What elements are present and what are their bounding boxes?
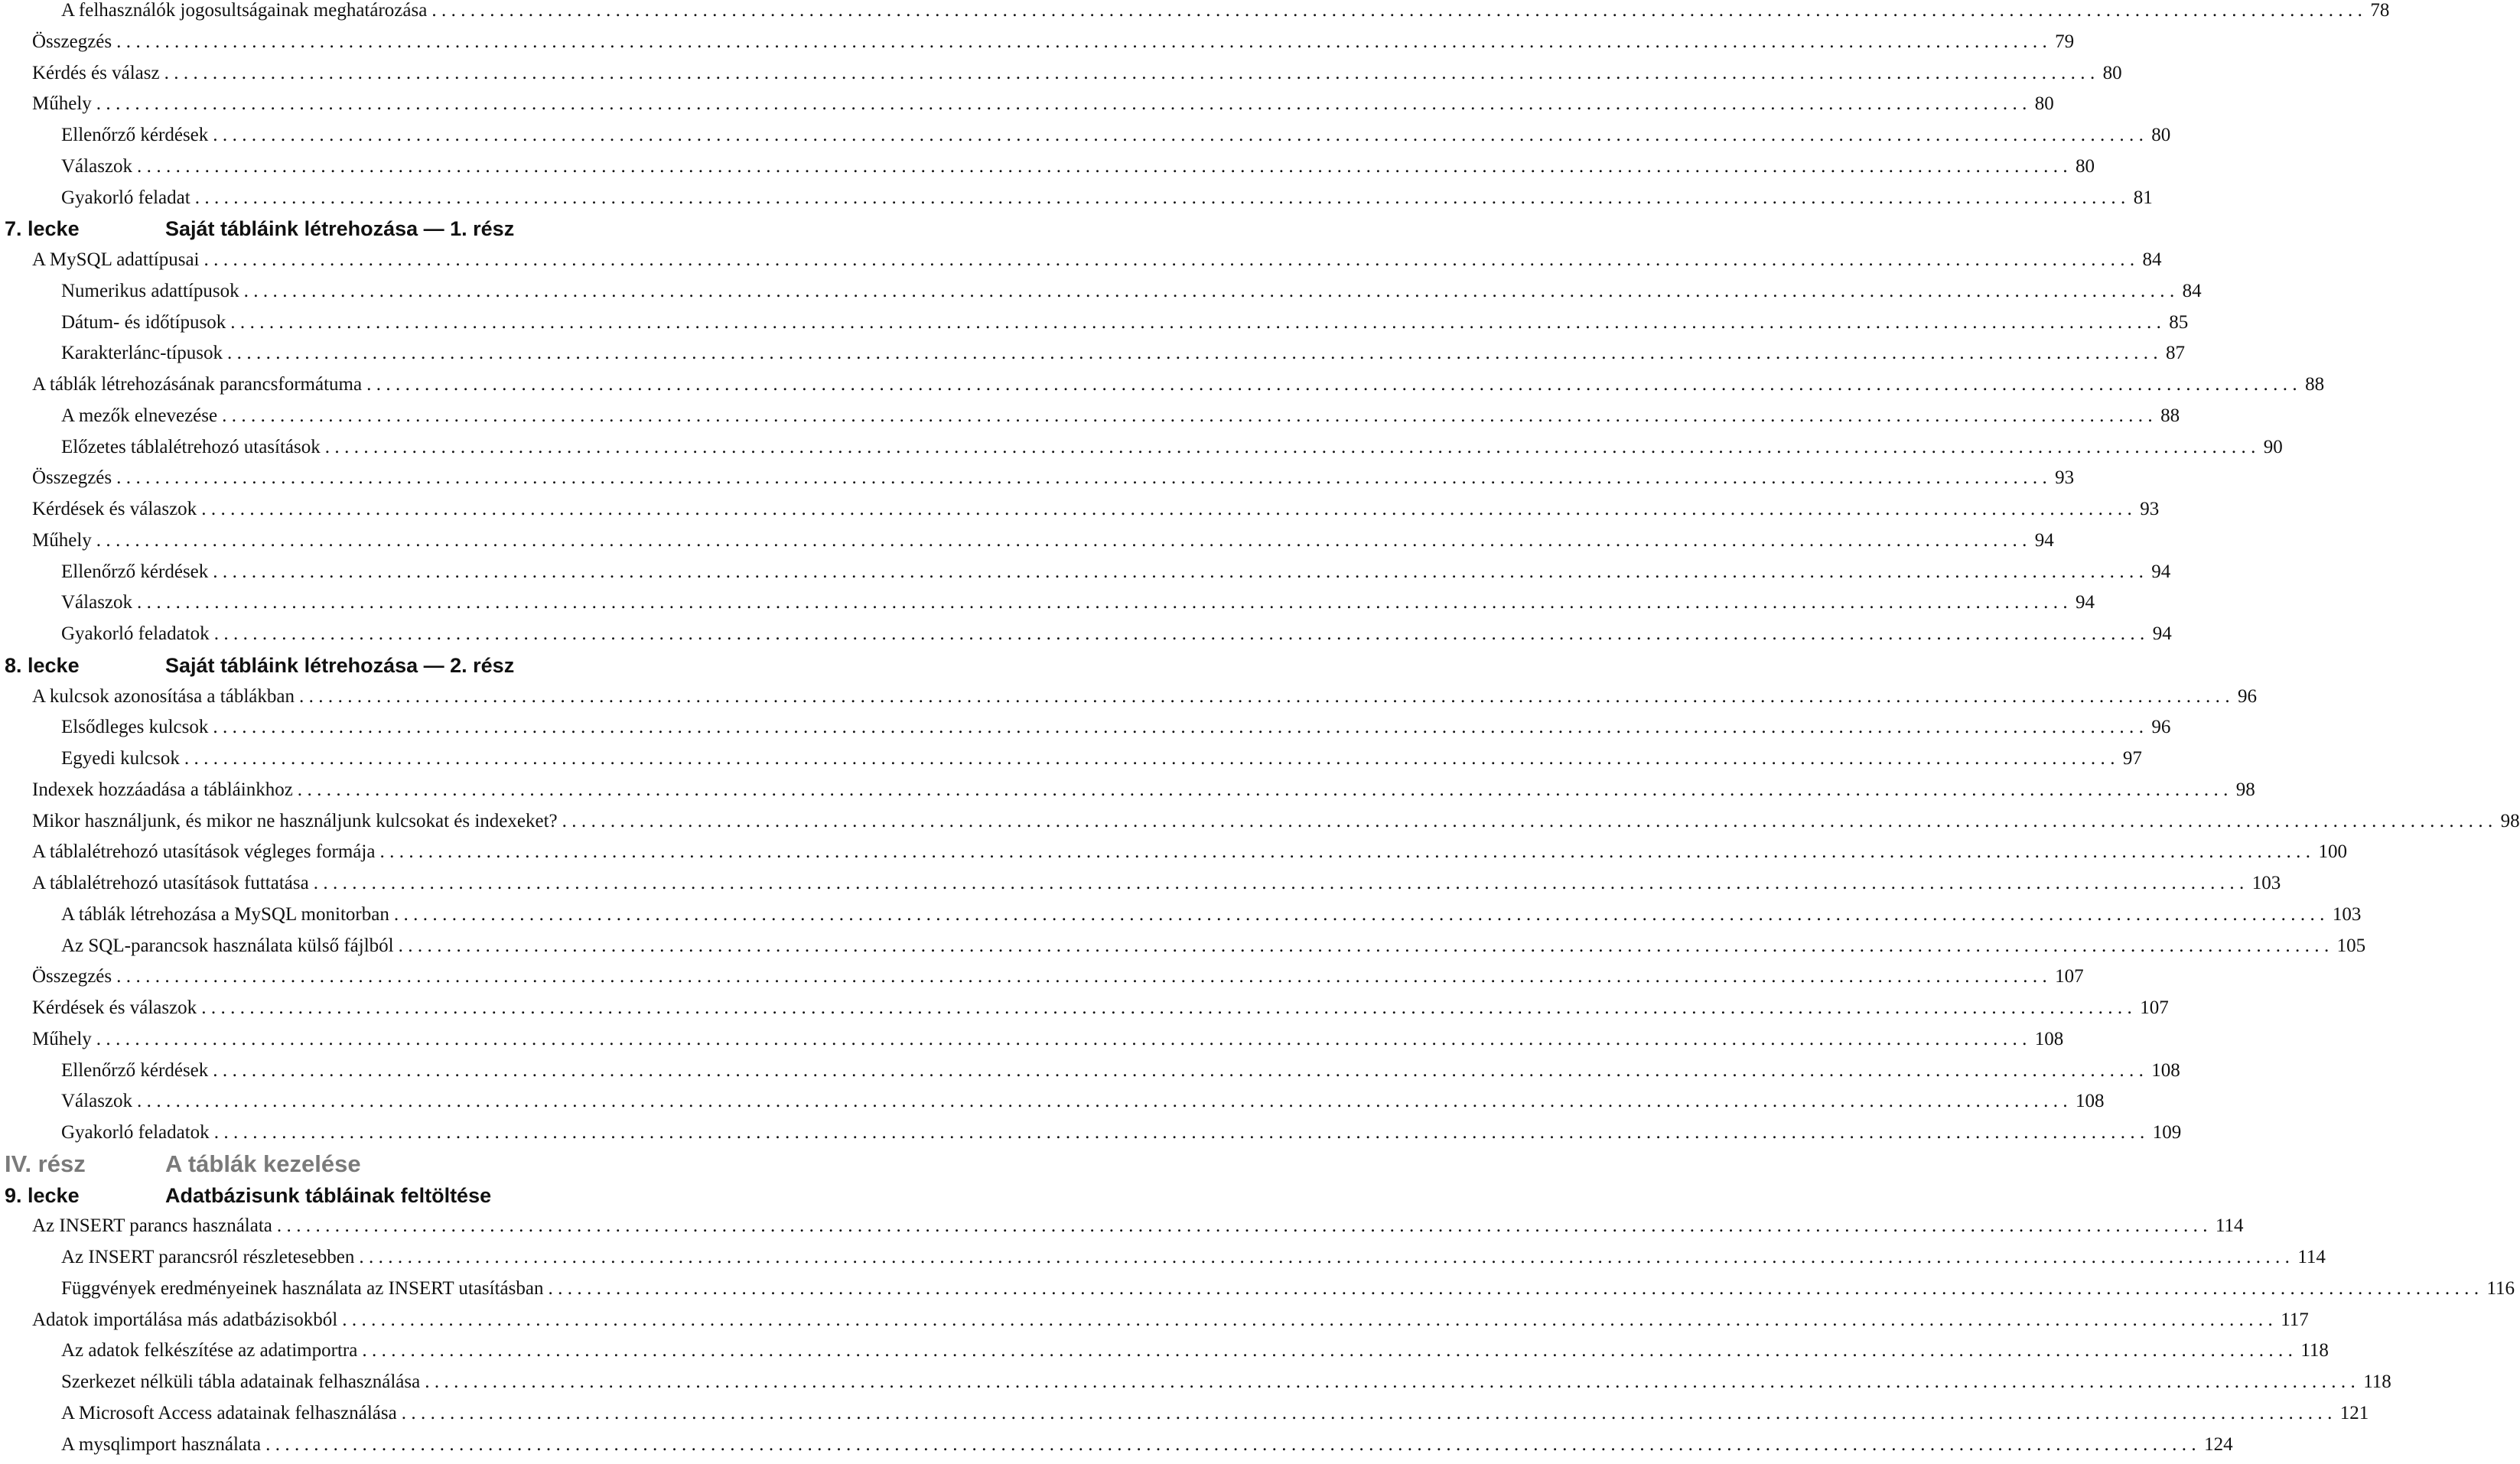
lesson-heading: [0, 1183, 734, 1213]
lesson-number: 9. lecke: [5, 1183, 80, 1207]
toc-entry[interactable]: [61, 187, 2153, 217]
toc-page-number: 108: [2151, 1059, 2180, 1081]
toc-entry[interactable]: [61, 1059, 2180, 1090]
toc-entry[interactable]: [61, 436, 2283, 467]
toc-entry[interactable]: [61, 1246, 2326, 1277]
dot-leader: ........................................................................................................................................................................................................: [137, 592, 2073, 613]
dot-leader: ........................................................................................................................................................................................................: [213, 717, 2149, 738]
dot-leader: ........................................................................................................................................................................................................: [222, 405, 2158, 426]
toc-page-number: 109: [2152, 1122, 2182, 1143]
toc-entry[interactable]: [32, 249, 2162, 279]
dot-leader: ........................................................................................................................................................................................................: [359, 1247, 2295, 1267]
dot-leader: ........................................................................................................................................................................................................: [213, 1122, 2150, 1143]
dot-leader: ........................................................................................................................................................................................................: [164, 62, 2100, 83]
toc-entry[interactable]: [61, 405, 2180, 435]
dot-leader: ........................................................................................................................................................................................................: [116, 467, 2053, 489]
toc-page-number: 98: [2500, 810, 2520, 831]
toc-entry-label: Gyakorló feladat: [61, 187, 190, 208]
dot-leader: ........................................................................................................................................................................................................: [201, 499, 2137, 519]
dot-leader: ........................................................................................................................................................................................................: [230, 311, 2167, 333]
dot-leader: ........................................................................................................................................................................................................: [562, 810, 2498, 831]
dot-leader: ........................................................................................................................................................................................................: [431, 0, 2368, 21]
toc-entry-label: Ellenőrző kérdések: [61, 1059, 209, 1081]
toc-entry-label: Műhely: [32, 93, 92, 115]
toc-entry[interactable]: [61, 716, 2171, 747]
dot-leader: ........................................................................................................................................................................................................: [243, 280, 2180, 301]
toc-entry-label: Elsődleges kulcsok: [61, 717, 209, 738]
toc-entry-label: Gyakorló feladatok: [61, 1122, 210, 1143]
toc-entry[interactable]: [61, 747, 2142, 778]
toc-entry-label: Kérdések és válaszok: [32, 997, 197, 1018]
dot-leader: ........................................................................................................................................................................................................: [362, 1340, 2298, 1362]
toc-entry-label: Az SQL-parancsok használata külső fájlból: [61, 935, 394, 956]
toc-page-number: 105: [2336, 935, 2366, 956]
toc-page-number: 94: [2151, 561, 2171, 582]
toc-page-number: 114: [2297, 1247, 2326, 1267]
toc-entry[interactable]: [32, 841, 2347, 871]
toc-page-number: 121: [2339, 1402, 2369, 1423]
toc-page-number: 124: [2204, 1433, 2233, 1455]
toc-entry-label: Válaszok: [61, 155, 133, 177]
lesson-heading: [0, 652, 734, 683]
dot-leader: ........................................................................................................................................................................................................: [298, 685, 2235, 707]
toc-page-number: 108: [2034, 1028, 2064, 1049]
toc-entry[interactable]: [32, 31, 2075, 61]
toc-page-number: 96: [2237, 685, 2257, 707]
toc-entry-label: Numerikus adattípusok: [61, 280, 239, 301]
toc-entry-label: Egyedi kulcsok: [61, 748, 180, 769]
toc-page-number: 84: [2182, 280, 2202, 301]
toc-page-number: 94: [2034, 529, 2054, 551]
toc-entry-label: Az adatok felkészítése az adatimportra: [61, 1340, 358, 1362]
dot-leader: ........................................................................................................................................................................................................: [116, 31, 2053, 52]
toc-entry[interactable]: [61, 311, 2189, 342]
toc-page-number: 118: [2363, 1371, 2391, 1392]
toc-page-number: 94: [2076, 592, 2095, 613]
toc-entry[interactable]: [32, 93, 2054, 123]
dot-leader: ........................................................................................................................................................................................................: [213, 125, 2149, 145]
toc-entry[interactable]: [32, 498, 2160, 529]
dot-leader: ........................................................................................................................................................................................................: [137, 1091, 2073, 1112]
toc-entry[interactable]: [32, 1309, 2309, 1339]
toc-page-number: 108: [2076, 1091, 2105, 1112]
dot-leader: ........................................................................................................................................................................................................: [366, 374, 2303, 395]
toc-entry[interactable]: [32, 997, 2169, 1027]
toc-entry-label: Kérdés és válasz: [32, 62, 160, 83]
toc-entry[interactable]: [32, 810, 2520, 841]
toc-entry-label: Műhely: [32, 1028, 92, 1049]
toc-entry-label: Gyakorló feladatok: [61, 623, 210, 644]
toc-page-number: 107: [2140, 997, 2169, 1018]
toc-entry-label: Az INSERT parancsról részletesebben: [61, 1247, 355, 1267]
toc-entry-label: Adatok importálása más adatbázisokból: [32, 1309, 338, 1330]
toc-entry[interactable]: [61, 561, 2171, 591]
toc-page-number: 118: [2300, 1340, 2329, 1362]
toc-entry-label: Karakterlánc-típusok: [61, 343, 223, 364]
toc-entry[interactable]: [32, 685, 2257, 716]
toc-page-number: 97: [2122, 748, 2142, 769]
toc-entry[interactable]: [61, 342, 2186, 373]
toc-entry-label: Dátum- és időtípusok: [61, 311, 226, 333]
toc-entry-label: Összegzés: [32, 31, 112, 52]
toc-page-number: 84: [2142, 249, 2162, 270]
toc-entry-label: Válaszok: [61, 1091, 133, 1112]
toc-page-number: 90: [2263, 436, 2283, 457]
dot-leader: ........................................................................................................................................................................................................: [137, 155, 2073, 177]
part-heading: [0, 1151, 734, 1182]
dot-leader: ........................................................................................................................................................................................................: [379, 841, 2316, 863]
toc-entry[interactable]: [61, 935, 2366, 965]
dot-leader: ........................................................................................................................................................................................................: [213, 561, 2149, 582]
toc-entry[interactable]: [32, 1215, 2244, 1245]
toc-page-number: 103: [2251, 873, 2281, 893]
toc-entry[interactable]: [61, 1339, 2329, 1370]
dot-leader: ........................................................................................................................................................................................................: [324, 436, 2261, 457]
toc-page-number: 116: [2486, 1277, 2515, 1299]
dot-leader: ........................................................................................................................................................................................................: [297, 779, 2233, 800]
toc-entry-label: Műhely: [32, 529, 92, 551]
toc-page-number: 80: [2151, 125, 2171, 145]
toc-entry-label: Indexek hozzáadása a tábláinkhoz: [32, 779, 293, 800]
toc-entry[interactable]: [32, 373, 2325, 404]
toc-page-number: 80: [2034, 93, 2054, 115]
dot-leader: ........................................................................................................................................................................................................: [342, 1309, 2278, 1330]
toc-entry-label: Ellenőrző kérdések: [61, 561, 209, 582]
toc-entry[interactable]: [61, 280, 2202, 311]
toc-entry-label: A mysqlimport használata: [61, 1433, 262, 1455]
dot-leader: ........................................................................................................................................................................................................: [313, 873, 2249, 893]
dot-leader: ........................................................................................................................................................................................................: [96, 1028, 2032, 1049]
toc-entry[interactable]: [61, 623, 2172, 653]
toc-entry-label: A táblalétrehozó utasítások futtatása: [32, 873, 309, 893]
toc-page-number: 88: [2160, 405, 2180, 426]
toc-entry-label: A kulcsok azonosítása a táblákban: [32, 685, 295, 707]
toc-entry-label: Kérdések és válaszok: [32, 499, 197, 519]
dot-leader: ........................................................................................................................................................................................................: [203, 249, 2140, 270]
dot-leader: ........................................................................................................................................................................................................: [227, 343, 2163, 364]
toc-entry[interactable]: [61, 0, 2390, 30]
toc-entry[interactable]: [61, 591, 2095, 622]
toc-entry[interactable]: [61, 1433, 2233, 1464]
toc-entry-label: A táblák létrehozása a MySQL monitorban: [61, 903, 389, 925]
toc-entry[interactable]: [61, 1277, 2515, 1308]
lesson-number: 8. lecke: [5, 653, 80, 677]
dot-leader: ........................................................................................................................................................................................................: [398, 935, 2334, 956]
toc-entry-label: Ellenőrző kérdések: [61, 125, 209, 145]
lesson-title: Saját tábláink létrehozása — 1. rész: [165, 217, 515, 241]
toc-page-number: 80: [2102, 62, 2122, 83]
toc-page-number: 117: [2281, 1309, 2309, 1330]
dot-leader: ........................................................................................................................................................................................................: [116, 966, 2053, 987]
toc-entry[interactable]: [32, 1028, 2064, 1059]
lesson-number: 7. lecke: [5, 217, 80, 241]
toc-entry-label: A Microsoft Access adatainak felhasználása: [61, 1402, 397, 1423]
toc-entry-label: Előzetes táblalétrehozó utasítások: [61, 436, 321, 457]
lesson-title: Saját tábláink létrehozása — 2. rész: [165, 653, 515, 677]
toc-page-number: 98: [2235, 779, 2255, 800]
toc-entry[interactable]: [61, 1121, 2182, 1152]
toc-page-number: 79: [2055, 31, 2075, 52]
toc-page-number: 96: [2151, 717, 2171, 738]
toc-page-number: 87: [2166, 343, 2186, 364]
dot-leader: ........................................................................................................................................................................................................: [213, 623, 2150, 644]
toc-page-number: 94: [2152, 623, 2172, 644]
dot-leader: ........................................................................................................................................................................................................: [265, 1433, 2202, 1455]
toc-page-number: 88: [2305, 374, 2325, 395]
toc-entry[interactable]: [32, 872, 2281, 903]
toc-page-number: 78: [2370, 0, 2390, 21]
toc-page-number: 80: [2076, 155, 2095, 177]
toc-entry[interactable]: [32, 529, 2054, 560]
lesson-title: Adatbázisunk tábláinak feltöltése: [165, 1183, 492, 1207]
toc-page-number: 103: [2332, 903, 2362, 925]
toc-entry[interactable]: [61, 1371, 2391, 1401]
toc-entry-label: A MySQL adattípusai: [32, 249, 200, 270]
toc-entry-label: Válaszok: [61, 592, 133, 613]
dot-leader: ........................................................................................................................................................................................................: [194, 187, 2131, 208]
dot-leader: ........................................................................................................................................................................................................: [401, 1402, 2337, 1423]
toc-entry[interactable]: [61, 1090, 2105, 1121]
toc-entry-label: A mezők elnevezése: [61, 405, 218, 426]
toc-entry-label: A felhasználók jogosultságainak meghatározása: [61, 0, 428, 21]
toc-entry-label: Szerkezet nélküli tábla adatainak felhasználása: [61, 1371, 421, 1392]
toc-page-number: 100: [2318, 841, 2347, 863]
toc-entry[interactable]: [61, 903, 2362, 934]
dot-leader: ........................................................................................................................................................................................................: [393, 903, 2330, 925]
part-title: A táblák kezelése: [165, 1150, 361, 1177]
toc-entry-label: A táblalétrehozó utasítások végleges formája: [32, 841, 376, 863]
toc-page-number: 107: [2055, 966, 2084, 987]
dot-leader: ........................................................................................................................................................................................................: [184, 748, 2120, 769]
toc-entry[interactable]: [32, 965, 2084, 996]
toc-entry-label: Összegzés: [32, 467, 112, 489]
toc-page-number: 81: [2133, 187, 2153, 208]
dot-leader: ........................................................................................................................................................................................................: [201, 997, 2137, 1018]
toc-page-number: 114: [2215, 1215, 2244, 1237]
toc-entry-label: Függvények eredményeinek használata az INSERT utasításban: [61, 1277, 544, 1299]
toc-page-number: 93: [2140, 499, 2160, 519]
dot-leader: ........................................................................................................................................................................................................: [96, 529, 2032, 551]
toc-entry-label: Az INSERT parancs használata: [32, 1215, 272, 1237]
toc-entry[interactable]: [32, 62, 2122, 93]
toc-entry[interactable]: [32, 467, 2075, 497]
toc-entry-label: A táblák létrehozásának parancsformátuma: [32, 374, 363, 395]
toc-entry[interactable]: [61, 124, 2171, 155]
toc-page-number: 93: [2055, 467, 2075, 489]
lesson-heading: [0, 216, 734, 246]
toc-entry[interactable]: [32, 779, 2255, 809]
dot-leader: ........................................................................................................................................................................................................: [96, 93, 2032, 115]
toc-entry-label: Összegzés: [32, 966, 112, 987]
toc-entry[interactable]: [61, 1402, 2369, 1433]
dot-leader: ........................................................................................................................................................................................................: [213, 1059, 2149, 1081]
dot-leader: ........................................................................................................................................................................................................: [276, 1215, 2212, 1237]
toc-entry-label: Mikor használjunk, és mikor ne használjunk kulcsokat és indexeket?: [32, 810, 558, 831]
toc-page-number: 85: [2169, 311, 2189, 333]
toc-entry[interactable]: [61, 155, 2095, 186]
dot-leader: ........................................................................................................................................................................................................: [425, 1371, 2361, 1392]
part-number: IV. rész: [5, 1150, 86, 1177]
dot-leader: ........................................................................................................................................................................................................: [548, 1277, 2484, 1299]
